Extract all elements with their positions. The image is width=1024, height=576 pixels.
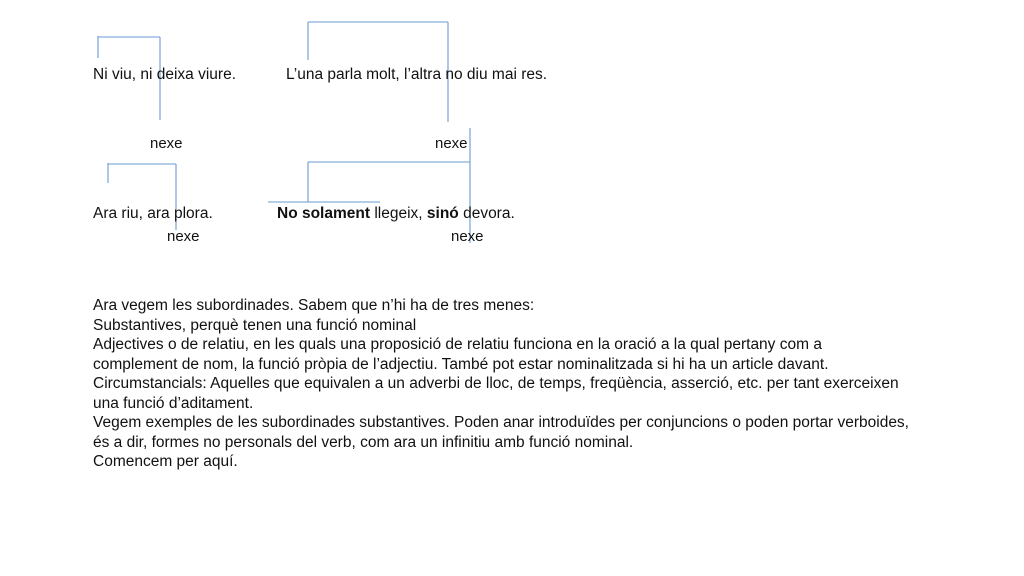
paragraph-line: Comencem per aquí. <box>93 453 238 470</box>
paragraph-line: complement de nom, la funció pròpia de l’adjectiu. També pot estar nominalitzada si hi ha un article davant. <box>93 355 829 373</box>
paragraph-line: Substantives, perquè tenen una funció nominal <box>93 316 417 334</box>
paragraph-line: Adjectives o de relatiu, en les quals una proposició de relatiu funciona en la oració a la qual pertany com a <box>93 336 822 353</box>
nexe-label-4: nexe <box>451 228 484 245</box>
example-4-mid: llegeix, <box>370 205 427 222</box>
example-4-bold-2: sinó <box>426 205 459 222</box>
example-4 <box>277 204 515 223</box>
example-3: Ara riu, ara plora. <box>93 205 213 222</box>
example-2: L’una parla molt, l’altra no diu mai res. <box>286 66 548 83</box>
explanation-paragraph <box>93 296 1023 472</box>
paragraph-line: Vegem exemples de les subordinades substantives. Poden anar introduïdes per conjuncions o poden portar verboides, <box>93 414 909 431</box>
paragraph-line: és a dir, formes no personals del verb, com ara un infinitiu amb funció nominal. <box>93 433 634 451</box>
paragraph-line: una funció d’aditament. <box>93 394 254 412</box>
paragraph-line: Ara vegem les subordinades. Sabem que n’hi ha de tres menes: <box>93 297 535 314</box>
nexe-label-2: nexe <box>435 135 468 152</box>
example-4-bold-1: No solament <box>277 205 371 222</box>
example-4-end: devora. <box>458 205 515 222</box>
nexe-label-1: nexe <box>150 135 183 152</box>
example-1: Ni viu, ni deixa viure. <box>93 66 237 83</box>
paragraph-line: Circumstancials: Aquelles que equivalen a un adverbi de lloc, de temps, freqüència, asserció, etc. per tant exerceixen <box>93 375 899 392</box>
nexe-label-3: nexe <box>167 228 200 245</box>
